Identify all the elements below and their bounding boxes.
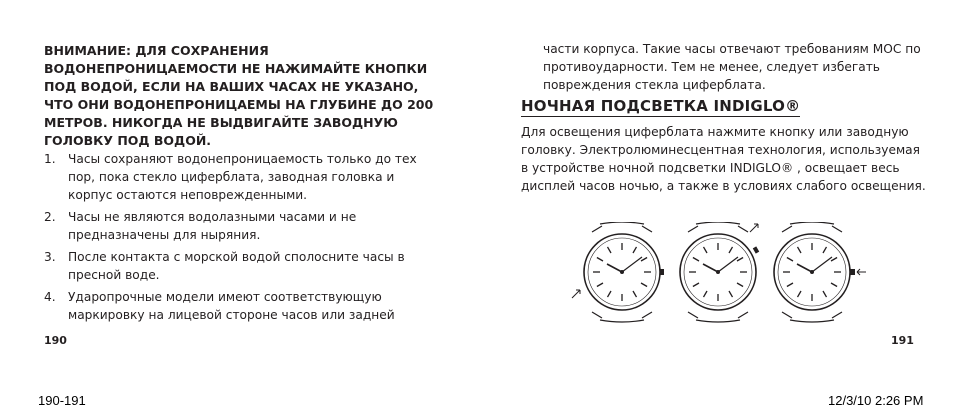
footer-timestamp: 12/3/10 2:26 PM bbox=[828, 393, 924, 408]
list-item-text: Ударопрочные модели имеют соответствующую маркировку на лицевой стороне часов или задней bbox=[68, 290, 395, 322]
list-item bbox=[44, 288, 434, 324]
watch-indiglo-diagram bbox=[568, 222, 868, 324]
continued-text: части корпуса. Такие часы отвечают требованиям МОС по противоударности. Тем не менее, следует избегать повреждения стекла циферблата. bbox=[543, 42, 921, 92]
list-item-number: 2. bbox=[44, 210, 56, 224]
section-body: Для освещения циферблата нажмите кнопку или заводную головку. Электролюминесцентная технология, используемая в устройстве ночной подсветки INDIGLO® , освещает весь дисплей часов ночью, а также в условиях слабого освещения. bbox=[521, 125, 926, 193]
page-number-left: 190 bbox=[44, 334, 67, 347]
section-heading: НОЧНАЯ ПОДСВЕТКА INDIGLO® bbox=[521, 97, 801, 115]
instructions-list bbox=[44, 150, 434, 328]
arrow-icon bbox=[572, 290, 580, 298]
watch-3 bbox=[774, 222, 855, 322]
list-item-number: 4. bbox=[44, 290, 56, 304]
list-item-number: 1. bbox=[44, 152, 56, 166]
page-number-right: 191 bbox=[891, 334, 914, 347]
warning-text: ВНИМАНИЕ: ДЛЯ СОХРАНЕНИЯ ВОДОНЕПРОНИЦАЕМОСТИ НЕ НАЖИМАЙТЕ КНОПКИ ПОД ВОДОЙ, ЕСЛИ НА ВАШИХ ЧАСАХ НЕ УКАЗАНО, ЧТО ОНИ ВОДОНЕПРОНИЦАЕМЫ НА ГЛУБИНЕ ДО 200 МЕТРОВ. НИКОГДА НЕ ВЫДВИГАЙТЕ ЗАВОДНУЮ ГОЛОВКУ ПОД ВОДОЙ. bbox=[44, 43, 434, 148]
footer-pages: 190-191 bbox=[38, 393, 86, 408]
list-item bbox=[44, 248, 434, 284]
list-item bbox=[44, 150, 434, 204]
list-item-number: 3. bbox=[44, 250, 56, 264]
list-item bbox=[44, 208, 434, 244]
list-item-text: Часы сохраняют водонепроницаемость только до тех пор, пока стекло циферблата, заводная головка и корпус остаются неповрежденными. bbox=[68, 152, 417, 202]
arrow-icon bbox=[750, 224, 758, 232]
arrow-icon bbox=[857, 269, 866, 275]
list-item-text: После контакта с морской водой сполосните часы в пресной воде. bbox=[68, 250, 405, 282]
watch-1 bbox=[584, 222, 664, 322]
watch-2 bbox=[680, 222, 759, 322]
list-item-text: Часы не являются водолазными часами и не предназначены для ныряния. bbox=[68, 210, 357, 242]
